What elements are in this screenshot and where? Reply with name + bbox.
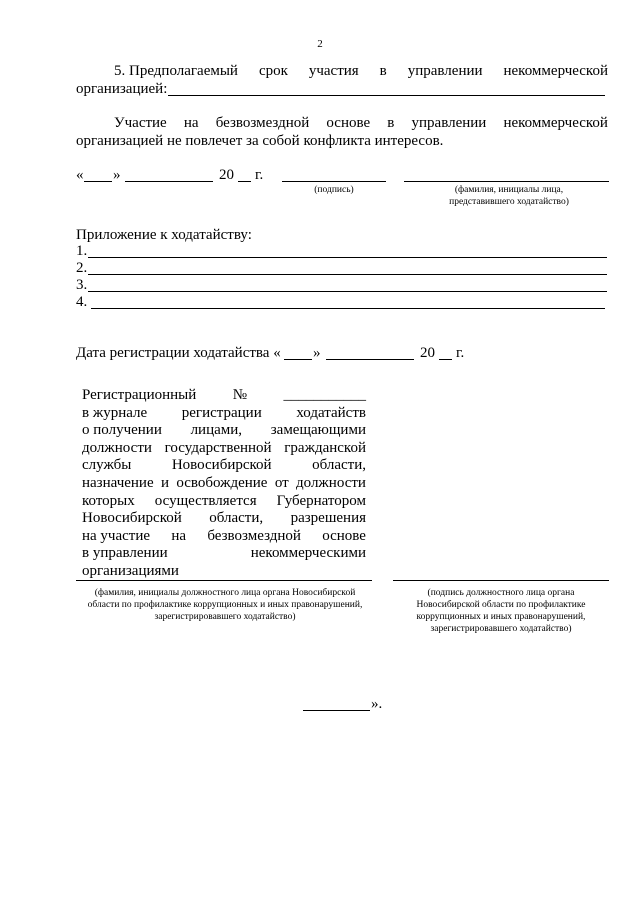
appendix-title: Приложение к ходатайству: — [76, 227, 252, 243]
word: разрешения — [290, 510, 366, 527]
word: управлении — [407, 63, 483, 79]
word: и — [160, 474, 169, 491]
word: Новосибирской — [82, 510, 182, 527]
appendix-item-number: 1. — [76, 243, 88, 259]
registration-date-label: Дата регистрации ходатайства « — [76, 345, 281, 361]
word: безвозмездной — [207, 527, 301, 544]
registration-block — [82, 386, 366, 580]
word: некоммерческой — [503, 63, 608, 79]
applicant-name-caption: (фамилия, инициалы лица, представившего ходатайство) — [449, 185, 569, 207]
word: назначение — [82, 474, 154, 491]
registration-last-line: организациями — [82, 562, 179, 579]
registration-line — [82, 474, 366, 492]
date-quote-open: « — [76, 167, 84, 183]
word: Участие — [114, 115, 167, 131]
registration-year-prefix: 20 — [420, 345, 435, 361]
word: в — [387, 115, 395, 131]
signature-line — [282, 181, 386, 182]
word: № — [232, 387, 248, 403]
appendix-item-line — [88, 274, 607, 275]
word: освобождение — [176, 474, 268, 491]
term-field-line — [168, 95, 605, 96]
word: государственной — [164, 439, 272, 456]
official-signature-line — [393, 580, 609, 581]
month-field-line — [125, 181, 213, 182]
year-field-line — [238, 181, 251, 182]
registration-year-suffix: г. — [456, 345, 465, 361]
item5-line2: организацией: — [76, 81, 168, 97]
word: гражданской — [284, 439, 366, 456]
word: управлении — [411, 115, 487, 131]
item5-line1 — [114, 62, 608, 80]
registration-year-line — [439, 359, 452, 360]
word: на — [171, 527, 187, 544]
closing-mark: ». — [371, 696, 383, 712]
word: на участие — [82, 527, 151, 544]
word: должности — [82, 439, 152, 456]
official-name-line — [76, 580, 372, 581]
word: должности — [296, 474, 366, 491]
registration-line — [82, 492, 366, 510]
word: Губернатором — [276, 492, 366, 509]
day-field-line — [84, 181, 112, 182]
appendix-item-line — [91, 308, 605, 309]
word: Новосибирской — [171, 457, 272, 474]
participation-line2: организацией не повлечет за собой конфликта интересов. — [76, 133, 444, 149]
word: замещающими — [270, 422, 366, 439]
applicant-name-line — [404, 181, 609, 182]
word: области, — [312, 457, 366, 474]
year-prefix: 20 — [219, 167, 234, 183]
word: ходатайств — [296, 404, 366, 421]
word: участия — [308, 63, 359, 79]
word: в управлении — [82, 545, 168, 562]
word: регистрации — [181, 404, 262, 421]
word: в — [379, 63, 387, 79]
word: безвозмездной — [215, 115, 310, 131]
appendix-item-number: 3. — [76, 277, 88, 293]
date-quote-close: » — [113, 167, 121, 183]
year-suffix: г. — [255, 167, 264, 183]
word: некоммерческими — [250, 545, 366, 562]
registration-line — [82, 421, 366, 439]
page-number: 2 — [317, 38, 323, 50]
word: на — [183, 115, 199, 131]
word: основе — [326, 115, 371, 131]
appendix-item-number: 4. — [76, 294, 88, 310]
appendix-item-line — [88, 291, 607, 292]
word: службы — [82, 457, 132, 474]
registration-line — [82, 509, 366, 527]
word: в журнале — [82, 404, 148, 421]
word: о получении — [82, 422, 162, 439]
word: ___________ — [283, 387, 366, 403]
word: основе — [322, 527, 366, 544]
participation-line1 — [114, 114, 608, 132]
word: 5. Предполагаемый — [114, 63, 238, 79]
word: Регистрационный — [82, 387, 197, 403]
word: осуществляется — [154, 492, 257, 509]
word: срок — [258, 63, 288, 79]
word: которых — [82, 492, 135, 509]
registration-line — [82, 386, 366, 404]
registration-line — [82, 527, 366, 545]
signature-caption: (подпись) — [314, 185, 354, 195]
registration-line — [82, 404, 366, 422]
registration-line — [82, 439, 366, 457]
word: лицами, — [190, 422, 243, 439]
official-name-caption: (фамилия, инициалы должностного лица органа Новосибирской области по профилактике коррупционных и иных правонарушений, зарегистрировавшего ходатайство) — [87, 588, 363, 622]
registration-month-line — [326, 359, 414, 360]
registration-line — [82, 544, 366, 562]
appendix-item-line — [88, 257, 607, 258]
registration-quote-close: » — [313, 345, 321, 361]
word: от — [274, 474, 289, 491]
official-signature-caption: (подпись должностного лица органа Новосибирской области по профилактике коррупционных и иных правонарушений, зарегистрировавшего ходатайство) — [416, 588, 586, 634]
word: области, — [209, 510, 264, 527]
registration-day-line — [284, 359, 312, 360]
appendix-item-number: 2. — [76, 260, 88, 276]
word: некоммерческой — [503, 115, 608, 131]
closing-line — [303, 710, 370, 711]
registration-line — [82, 456, 366, 474]
